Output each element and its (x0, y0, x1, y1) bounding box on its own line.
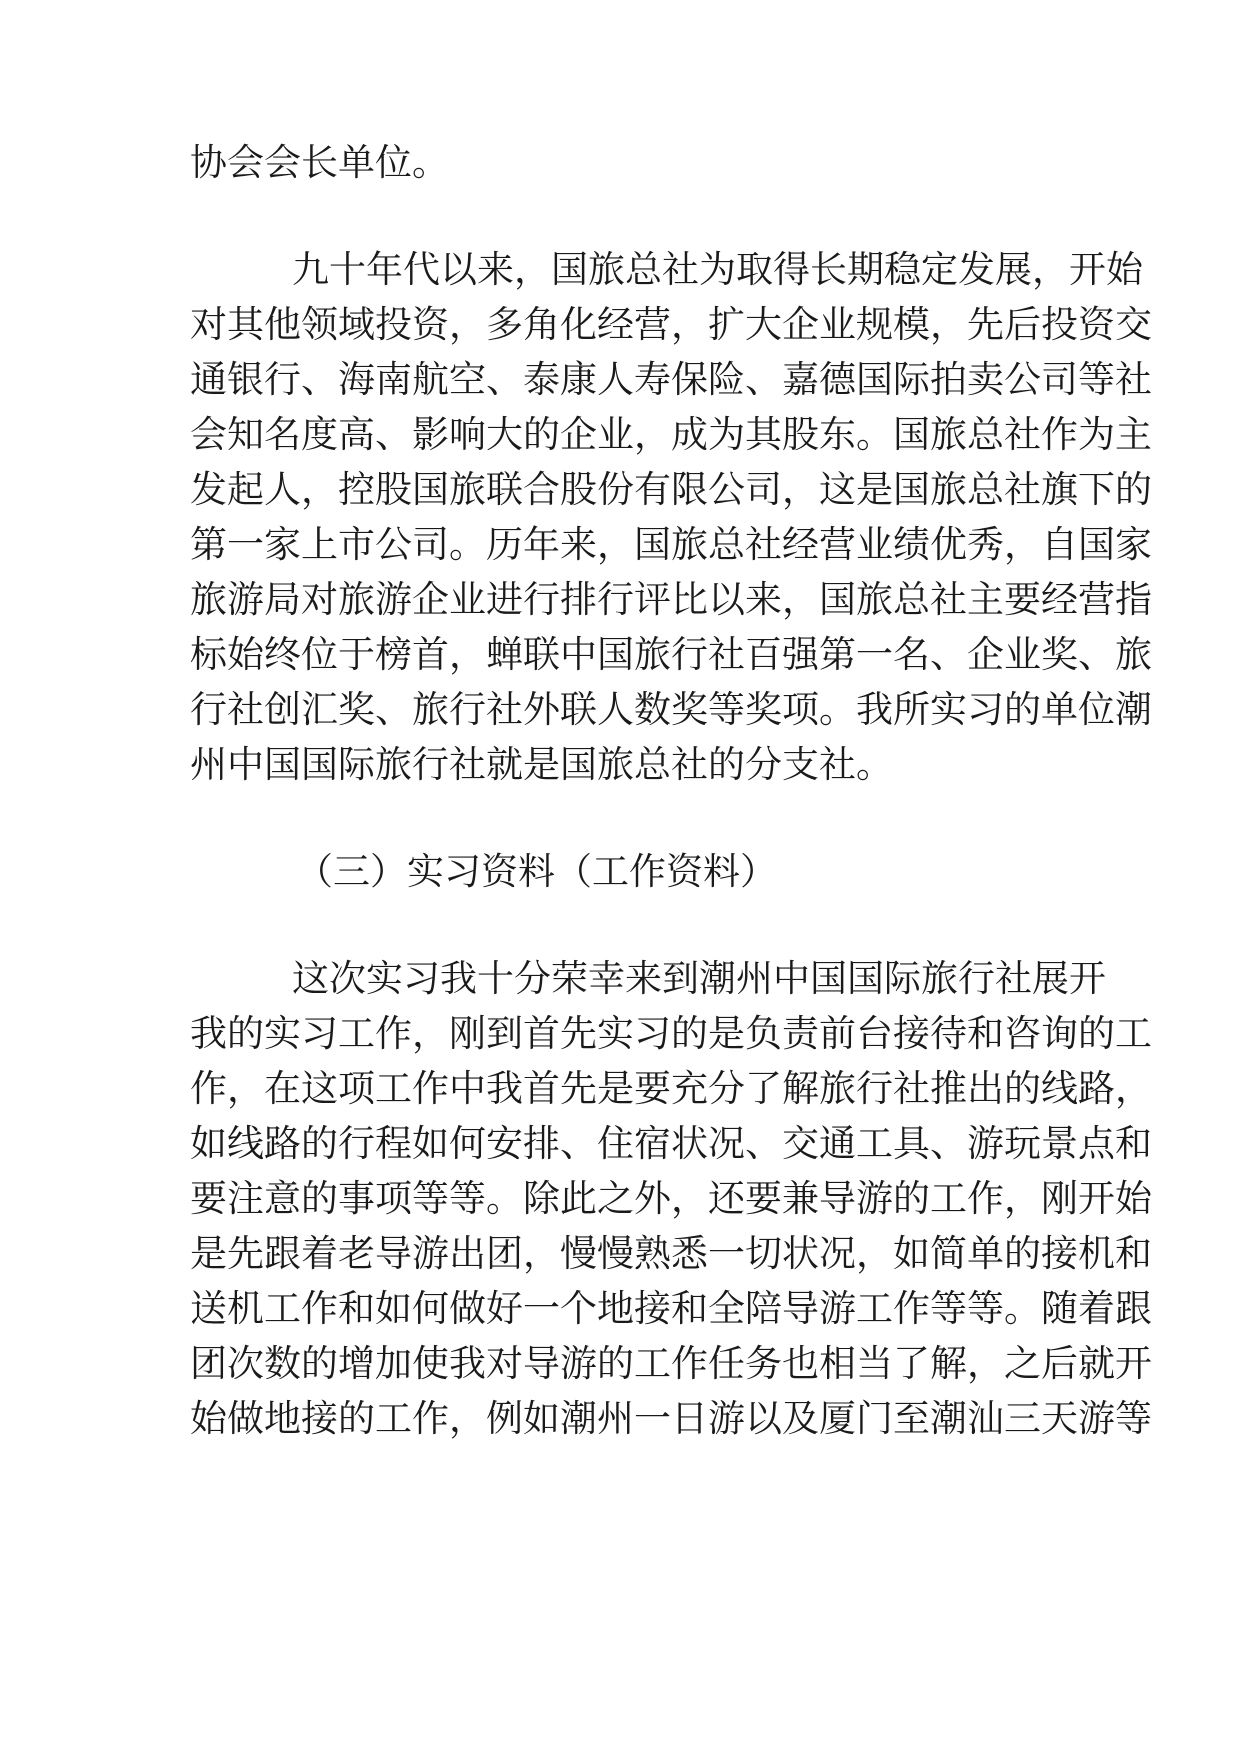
paragraph-2-line-3: 通银行、海南航空、泰康人寿保险、嘉德国际拍卖公司等社 (190, 358, 1152, 401)
paragraph-2-line-1: 九十年代以来，国旅总社为取得长期稳定发展，开始 (292, 248, 1143, 291)
paragraph-3-line-8: 团次数的增加使我对导游的工作任务也相当了解，之后就开 (190, 1342, 1152, 1385)
paragraph-3-line-4: 如线路的行程如何安排、住宿状况、交通工具、游玩景点和 (190, 1122, 1152, 1165)
paragraph-2-line-2: 对其他领域投资，多角化经营，扩大企业规模，先后投资交 (190, 303, 1152, 346)
section-heading: （三）实习资料（工作资料） (296, 850, 777, 893)
paragraph-2-line-10: 州中国国际旅行社就是国旅总社的分支社。 (190, 743, 893, 786)
paragraph-2-line-4: 会知名度高、影响大的企业，成为其股东。国旅总社作为主 (190, 413, 1152, 456)
paragraph-3-line-1: 这次实习我十分荣幸来到潮州中国国际旅行社展开 (292, 957, 1106, 1000)
paragraph-3-line-9: 始做地接的工作，例如潮州一日游以及厦门至潮汕三天游等 (190, 1397, 1152, 1440)
paragraph-2-line-5: 发起人，控股国旅联合股份有限公司，这是国旅总社旗下的 (190, 468, 1152, 511)
paragraph-3-line-7: 送机工作和如何做好一个地接和全陪导游工作等等。随着跟 (190, 1287, 1152, 1330)
paragraph-3-line-2: 我的实习工作，刚到首先实习的是负责前台接待和咨询的工 (190, 1012, 1152, 1055)
paragraph-3-line-3: 作，在这项工作中我首先是要充分了解旅行社推出的线路， (190, 1067, 1152, 1110)
paragraph-1-line-1: 协会会长单位。 (190, 141, 449, 184)
paragraph-3-line-6: 是先跟着老导游出团，慢慢熟悉一切状况，如简单的接机和 (190, 1232, 1152, 1275)
paragraph-2-line-7: 旅游局对旅游企业进行排行评比以来，国旅总社主要经营指 (190, 578, 1152, 621)
paragraph-2-line-8: 标始终位于榜首，蝉联中国旅行社百强第一名、企业奖、旅 (190, 633, 1152, 676)
paragraph-3-line-5: 要注意的事项等等。除此之外，还要兼导游的工作，刚开始 (190, 1177, 1152, 1220)
paragraph-2-line-9: 行社创汇奖、旅行社外联人数奖等奖项。我所实习的单位潮 (190, 688, 1152, 731)
paragraph-2-line-6: 第一家上市公司。历年来，国旅总社经营业绩优秀，自国家 (190, 523, 1152, 566)
